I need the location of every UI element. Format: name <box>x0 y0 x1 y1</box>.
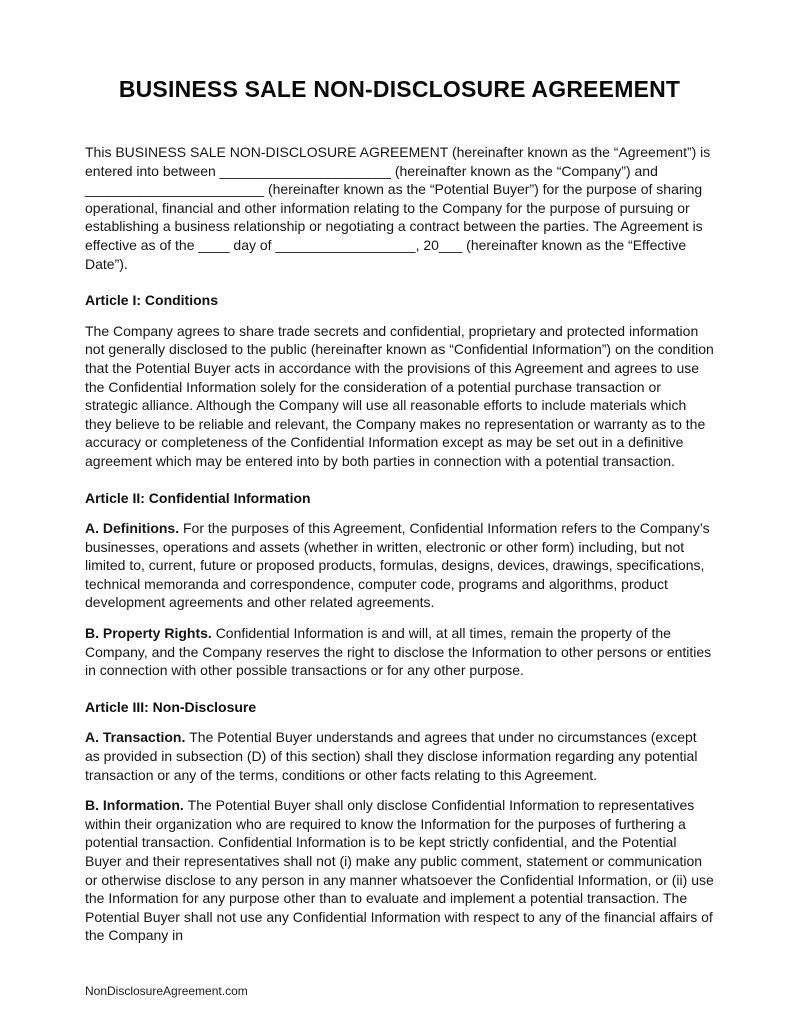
document-content <box>85 76 714 957</box>
article-2-paragraph-property-rights <box>85 624 714 680</box>
paragraph-lead: B. Information. <box>85 797 188 814</box>
paragraph-text: The Company agrees to share trade secrets and confidential, proprietary and protected information not generally disclosed to the public (hereinafter known as “Confidential Information”) on the condition that the Potential Buyer acts in accordance with the provisions of this Agreement and agrees to use the Confidential Information solely for the consideration of a potential purchase transaction or strategic alliance. Although the Company will use all reasonable efforts to include materials which they believe to be reliable and relevant, the Company makes no representation or warranty as to the accuracy or completeness of the Confidential Information except as may be set out in a definitive agreement which may be entered into by both parties in connection with a potential transaction. <box>85 322 714 469</box>
paragraph-text: For the purposes of this Agreement, Confidential Information refers to the Company’s businesses, operations and assets (whether in written, electronic or other form) including, but not limited to, current, future or proposed products, formulas, designs, devices, drawings, specifications, technical memoranda and correspondence, computer code, programs and algorithms, product development agreements and other related agreements. <box>85 520 710 611</box>
article-2-paragraph-definitions <box>85 519 714 612</box>
paragraph-lead: B. Property Rights. <box>85 625 216 642</box>
intro-paragraph: This BUSINESS SALE NON-DISCLOSURE AGREEMENT (hereinafter known as the “Agreement”) is entered into between ______________________ (hereinafter known as the “Company”) and _______________________ (hereinafter known as the “Potential Buyer”) for the purpose of sharing operational, financial and other information relating to the Company for the purpose of pursuing or establishing a business relationship or negotiating a contract between the parties. The Agreement is effective as of the ____ day of __________________, 20___ (hereinafter known as the “Effective Date”). <box>85 144 711 272</box>
article-3-paragraph-information <box>85 796 714 945</box>
paragraph-lead: A. Transaction. <box>85 729 190 746</box>
paragraph-text: The Potential Buyer understands and agrees that under no circumstances (except as provided in subsection (D) of this section) shall they disclose information regarding any potential transaction or any of the terms, conditions or other facts relating to this Agreement. <box>85 729 698 783</box>
paragraph-text: Confidential Information is and will, at all times, remain the property of the Company, and the Company reserves the right to disclose the Information to other persons or entities in connection with other possible transactions or for any other purpose. <box>85 625 712 679</box>
section-heading-article-2: Article II: Confidential Information <box>85 489 311 506</box>
footer-site-name: NonDisclosureAgreement.com <box>85 984 248 998</box>
section-heading-article-3: Article III: Non-Disclosure <box>85 698 257 715</box>
section-heading-article-1: Article I: Conditions <box>85 292 218 309</box>
article-3-paragraph-transaction <box>85 728 714 784</box>
paragraph-text: The Potential Buyer shall only disclose Confidential Information to representatives within their organization who are required to know the Information for the purposes of furthering a potential transaction. Confidential Information is to be kept strictly confidential, and the Potential Buyer and their representatives shall not (i) make any public comment, statement or communication or otherwise disclose to any person in any manner whatsoever the Confidential Information, or (ii) use the Information for any purpose other than to evaluate and implement a potential transaction. The Potential Buyer shall not use any Confidential Information with respect to any of the financial affairs of the Company in <box>85 797 714 944</box>
paragraph-lead: A. Definitions. <box>85 520 183 537</box>
article-1-paragraph <box>85 322 714 471</box>
document-title: BUSINESS SALE NON-DISCLOSURE AGREEMENT <box>118 76 681 102</box>
